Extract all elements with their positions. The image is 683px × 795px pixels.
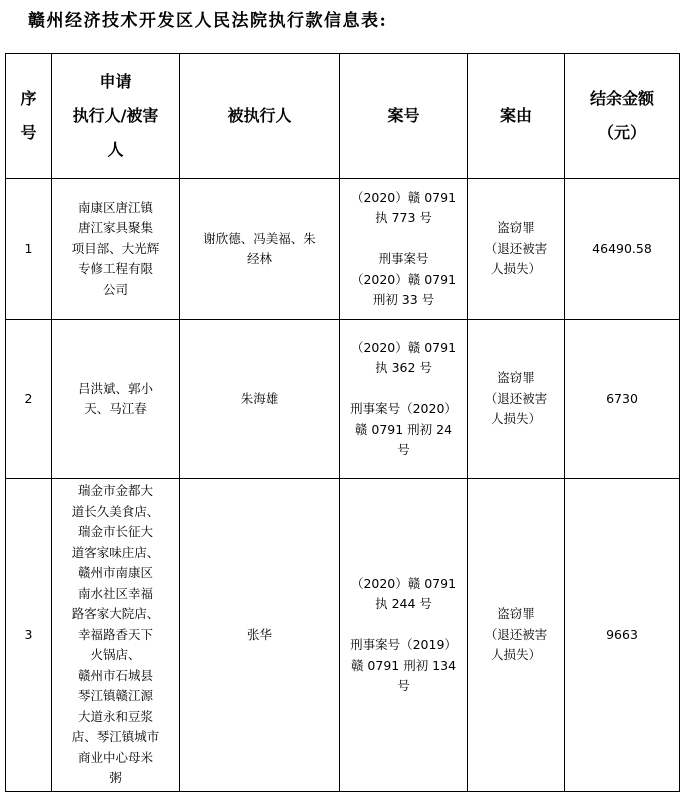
cell-cause: 盗窃罪 （退还被害 人损失）: [468, 320, 565, 479]
cell-respondent: 张华: [180, 479, 340, 792]
execution-funds-table: [5, 53, 680, 792]
cell-seq: 3: [6, 479, 52, 792]
cell-applicant: 瑞金市金都大 道长久美食店、 瑞金市长征大 道客家味庄店、 赣州市南康区 南水社区幸福 路客家大院店、 幸福路香天下 火锅店、 赣州市石城县 琴江镇赣江源 大道永和豆浆 店、琴江镇城市 商业中心母米 粥: [52, 479, 180, 792]
cell-case-number: （2020）赣 0791 执 362 号 刑事案号（2020） 赣 0791 刑初 24 号: [340, 320, 468, 479]
header-cause: 案由: [468, 54, 565, 179]
table-row: [6, 179, 680, 320]
header-case-number: 案号: [340, 54, 468, 179]
cell-respondent: 谢欣德、冯美福、朱 经林: [180, 179, 340, 320]
header-balance: 结余金额 （元）: [565, 54, 680, 179]
header-applicant: 申请 执行人/被害 人: [52, 54, 180, 179]
cell-respondent: 朱海雄: [180, 320, 340, 479]
table-header-row: [6, 54, 680, 179]
header-seq: 序 号: [6, 54, 52, 179]
cell-seq: 1: [6, 179, 52, 320]
table-row: [6, 320, 680, 479]
cell-seq: 2: [6, 320, 52, 479]
header-respondent: 被执行人: [180, 54, 340, 179]
cell-applicant: 吕洪斌、郭小 天、马江春: [52, 320, 180, 479]
cell-cause: 盗窃罪 （退还被害 人损失）: [468, 479, 565, 792]
cell-case-number: （2020）赣 0791 执 773 号 刑事案号 （2020）赣 0791 刑初 33 号: [340, 179, 468, 320]
cell-balance: 6730: [565, 320, 680, 479]
cell-applicant: 南康区唐江镇 唐江家具聚集 项目部、大光辉 专修工程有限 公司: [52, 179, 180, 320]
cell-case-number: （2020）赣 0791 执 244 号 刑事案号（2019） 赣 0791 刑初 134 号: [340, 479, 468, 792]
page-title: 赣州经济技术开发区人民法院执行款信息表:: [28, 11, 388, 31]
table-row: [6, 479, 680, 792]
cell-balance: 9663: [565, 479, 680, 792]
cell-cause: 盗窃罪 （退还被害 人损失）: [468, 179, 565, 320]
cell-balance: 46490.58: [565, 179, 680, 320]
